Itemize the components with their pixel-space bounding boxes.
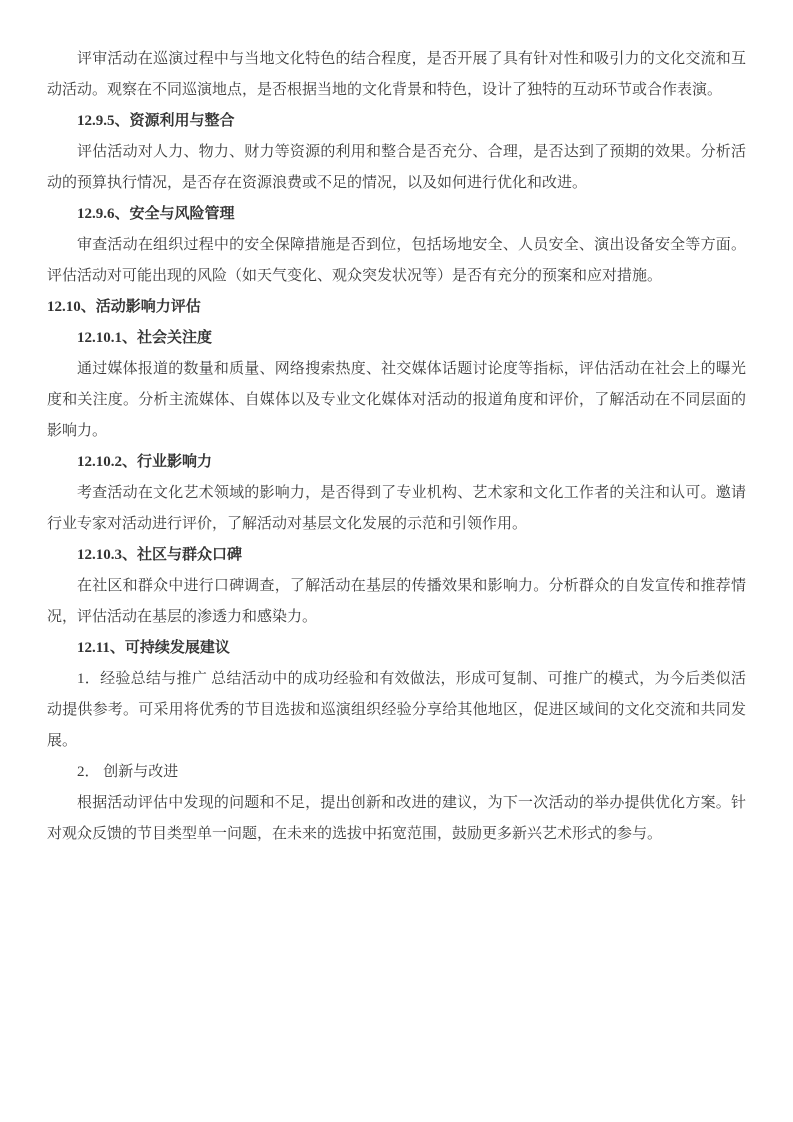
heading-12-9-6-safety-risk: 12.9.6、安全与风险管理: [77, 206, 235, 222]
heading-12-9-5-resource-utilization: 12.9.5、资源利用与整合: [77, 113, 235, 129]
paragraph-community-reputation: 在社区和群众中进行口碑调查，了解活动在基层的传播效果和影响力。分析群众的自发宣传和推荐情况，评估活动在基层的渗透力和感染力。: [47, 578, 746, 625]
heading-12-11-sustainable-suggestions: 12.11、可持续发展建议: [77, 640, 230, 656]
paragraph-social-attention: 通过媒体报道的数量和质量、网络搜索热度、社交媒体话题讨论度等指标，评估活动在社会上的曝光度和关注度。分析主流媒体、自媒体以及专业文化媒体对活动的报道角度和评价，了解活动在不同层面的影响力。: [47, 361, 746, 439]
paragraph-industry-influence: 考查活动在文化艺术领域的影响力，是否得到了专业机构、艺术家和文化工作者的关注和认可。邀请行业专家对活动进行评价，了解活动对基层文化发展的示范和引领作用。: [47, 485, 746, 532]
paragraph-innovation-improvement-title: 2． 创新与改进: [77, 764, 179, 780]
paragraph-experience-promotion: 1．经验总结与推广 总结活动中的成功经验和有效做法，形成可复制、可推广的模式，为今后类似活动提供参考。可采用将优秀的节目选拔和巡演组织经验分享给其他地区，促进区域间的文化交流和共同发展。: [47, 671, 746, 749]
heading-12-10-2-industry-influence: 12.10.2、行业影响力: [77, 454, 213, 470]
heading-12-10-3-community-reputation: 12.10.3、社区与群众口碑: [77, 547, 243, 563]
paragraph-resource-utilization: 评估活动对人力、物力、财力等资源的利用和整合是否充分、合理，是否达到了预期的效果。分析活动的预算执行情况，是否存在资源浪费或不足的情况，以及如何进行优化和改进。: [47, 144, 746, 191]
heading-12-10-1-social-attention: 12.10.1、社会关注度: [77, 330, 213, 346]
paragraph-innovation-improvement: 根据活动评估中发现的问题和不足，提出创新和改进的建议，为下一次活动的举办提供优化方案。针对观众反馈的节目类型单一问题，在未来的选拔中拓宽范围，鼓励更多新兴艺术形式的参与。: [47, 795, 746, 842]
paragraph-tour-culture-integration: 评审活动在巡演过程中与当地文化特色的结合程度，是否开展了具有针对性和吸引力的文化交流和互动活动。观察在不同巡演地点，是否根据当地的文化背景和特色，设计了独特的互动环节或合作表演。: [47, 51, 746, 98]
paragraph-safety-risk: 审查活动在组织过程中的安全保障措施是否到位，包括场地安全、人员安全、演出设备安全等方面。评估活动对可能出现的风险（如天气变化、观众突发状况等）是否有充分的预案和应对措施。: [47, 237, 746, 284]
heading-12-10-impact-evaluation: 12.10、活动影响力评估: [47, 299, 201, 315]
